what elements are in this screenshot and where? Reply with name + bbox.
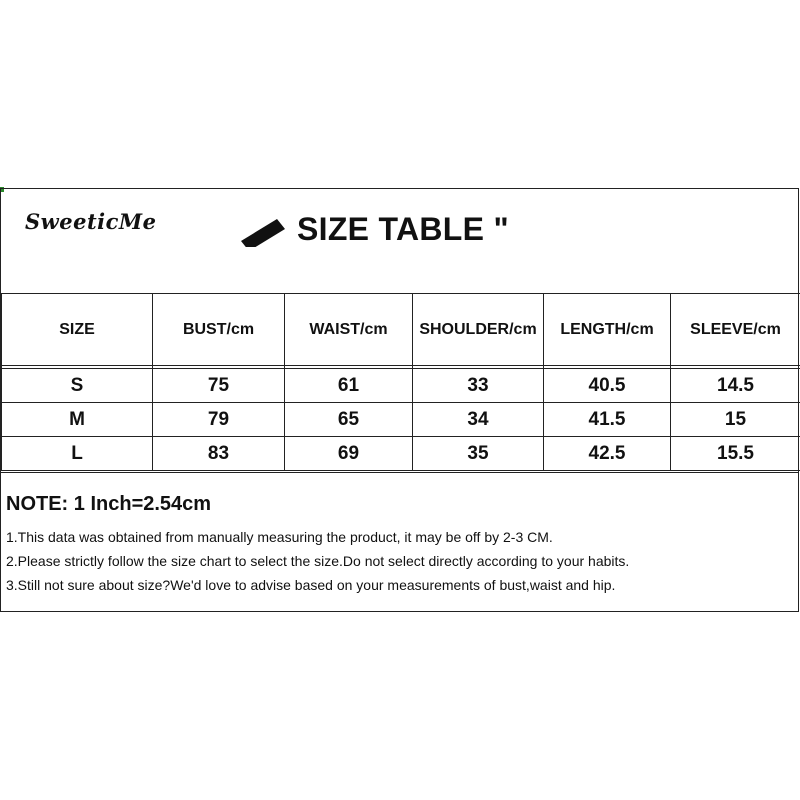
table-row	[2, 437, 800, 471]
page-title: SIZE TABLE "	[297, 211, 509, 247]
header-length: LENGTH/cm	[544, 294, 671, 366]
cell-size: S	[2, 369, 153, 403]
chart-header	[1, 189, 798, 294]
size-chart-frame	[0, 188, 799, 612]
cell-shoulder: 34	[413, 403, 544, 437]
cell-waist: 61	[285, 369, 413, 403]
cell-shoulder: 35	[413, 437, 544, 471]
table-row	[2, 369, 800, 403]
header-size: SIZE	[2, 294, 153, 366]
cell-bust: 83	[153, 437, 285, 471]
header-sleeve: SLEEVE/cm	[671, 294, 800, 366]
cell-waist: 65	[285, 403, 413, 437]
note-line-3: 3.Still not sure about size?We'd love to advise based on your measurements of bust,waist and hip.	[6, 577, 616, 593]
cell-shoulder: 33	[413, 369, 544, 403]
cell-waist: 69	[285, 437, 413, 471]
cell-sleeve: 15	[671, 403, 800, 437]
cell-bust: 75	[153, 369, 285, 403]
cell-length: 41.5	[544, 403, 671, 437]
cell-sleeve: 14.5	[671, 369, 800, 403]
cell-length: 40.5	[544, 369, 671, 403]
size-table	[1, 293, 800, 471]
header-bust: BUST/cm	[153, 294, 285, 366]
cell-bust: 79	[153, 403, 285, 437]
cell-size: M	[2, 403, 153, 437]
table-header-row	[2, 294, 800, 366]
notes-section	[1, 472, 798, 612]
note-title: NOTE: 1 Inch=2.54cm	[6, 493, 212, 515]
cell-size: L	[2, 437, 153, 471]
header-waist: WAIST/cm	[285, 294, 413, 366]
note-line-1: 1.This data was obtained from manually measuring the product, it may be off by 2-3 CM.	[6, 529, 553, 545]
note-line-2: 2.Please strictly follow the size chart to select the size.Do not select directly according to your habits.	[6, 553, 630, 569]
cell-sleeve: 15.5	[671, 437, 800, 471]
brush-stroke-icon	[237, 217, 293, 247]
brand-logo: SweeticMe	[25, 209, 157, 234]
header-shoulder: SHOULDER/cm	[413, 294, 544, 366]
table-row	[2, 403, 800, 437]
cell-length: 42.5	[544, 437, 671, 471]
